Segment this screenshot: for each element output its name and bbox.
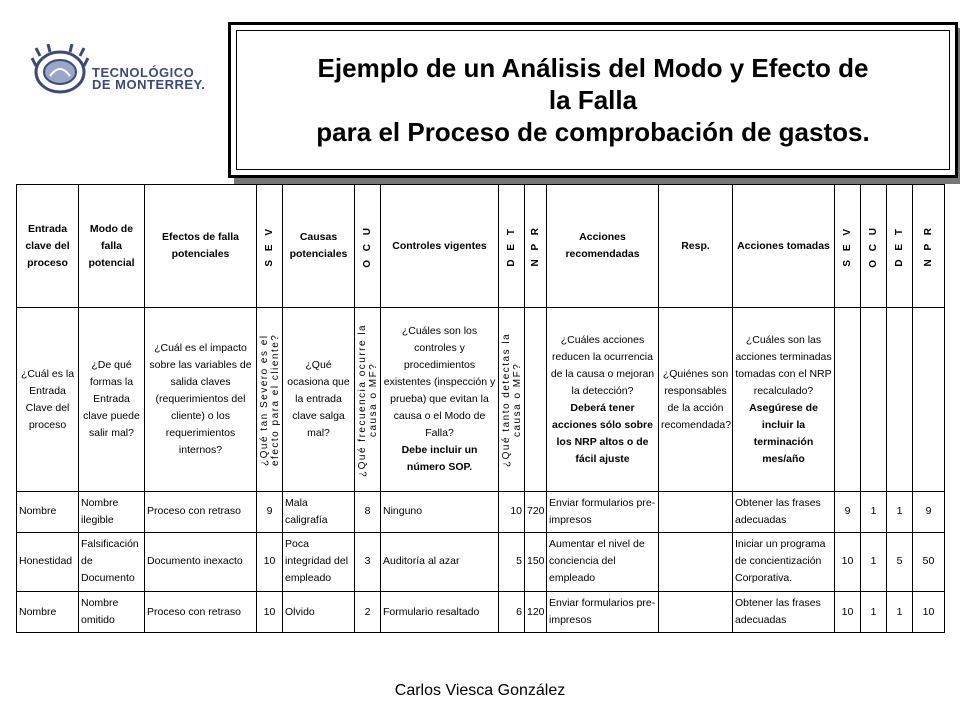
- row2-resp: [659, 532, 733, 591]
- header-det: [499, 185, 525, 308]
- guide-controles-bold: Debe incluir un número SOP.: [401, 444, 478, 473]
- guide-controles: [381, 308, 499, 492]
- header-sev2: [835, 185, 861, 308]
- row1-npr2: 9: [913, 492, 945, 533]
- row1-ocu2: 1: [861, 492, 887, 533]
- guide-sev-text: ¿Qué tan Severo es el efecto para el cliente?: [259, 333, 281, 466]
- row3-npr2: 10: [913, 592, 945, 633]
- row1-resp: [659, 492, 733, 533]
- row2-sev: 10: [257, 532, 283, 591]
- guide-controles-text: ¿Cuáles son los controles y procedimientos existentes (inspección y prueba) que evitan la causa o el Modo de Falla?: [383, 325, 496, 439]
- guide-det-text: ¿Qué tanto detectas la causa o MF?: [501, 332, 523, 467]
- row3-ocu: 2: [355, 592, 381, 633]
- row2-accion: Aumentar el nivel de conciencia del empleado: [547, 532, 659, 591]
- tec-seal-icon: [30, 44, 90, 100]
- table-row: [17, 532, 945, 591]
- header-npr2-label: N P R: [923, 225, 934, 267]
- header-det2-label: D E T: [894, 225, 905, 267]
- header-sev: [257, 185, 283, 308]
- title-line-3: para el Proceso de comprobación de gastos.: [316, 117, 870, 147]
- row3-npr: 120: [525, 592, 547, 633]
- guide-tomadas-bold: Asegúrese de incluir la terminación mes/año: [749, 401, 818, 465]
- row1-npr: 720: [525, 492, 547, 533]
- header-resp: Resp.: [659, 185, 733, 308]
- guide-acciones: [547, 308, 659, 492]
- guide-ocu2: [861, 308, 887, 492]
- guide-modo: ¿De qué formas la Entrada clave puede salir mal?: [79, 308, 145, 492]
- logo-line-1: TECNOLÓGICO: [92, 65, 195, 80]
- row3-resp: [659, 592, 733, 633]
- row3-efecto: Proceso con retraso: [145, 592, 257, 633]
- guide-tomadas: [733, 308, 835, 492]
- guide-tomadas-text: ¿Cuáles son las acciones terminadas tomadas con el NRP recalculado?: [735, 333, 832, 397]
- row2-npr: 150: [525, 532, 547, 591]
- row3-sev: 10: [257, 592, 283, 633]
- header-ocu2-label: O C U: [868, 224, 879, 268]
- row3-det: 6: [499, 592, 525, 633]
- guide-ocu: [355, 308, 381, 492]
- row2-causa: Poca integridad del empleado: [283, 532, 355, 591]
- row1-control: Ninguno: [381, 492, 499, 533]
- row1-sev2: 9: [835, 492, 861, 533]
- table-row: [17, 492, 945, 533]
- row3-accion: Enviar formularios pre-impresos: [547, 592, 659, 633]
- row2-efecto: Documento inexacto: [145, 532, 257, 591]
- guide-acciones-bold: Deberá tener acciones sólo sobre los NRP altos o de fácil ajuste: [552, 401, 653, 465]
- row2-modo: Falsificación de Documento: [79, 532, 145, 591]
- fmea-table: [16, 184, 945, 633]
- header-sev2-label: S E V: [842, 225, 853, 267]
- row1-sev: 9: [257, 492, 283, 533]
- guide-sev2: [835, 308, 861, 492]
- row1-efecto: Proceso con retraso: [145, 492, 257, 533]
- row1-det2: 1: [887, 492, 913, 533]
- logo-line-2: DE MONTERREY.: [92, 77, 206, 92]
- header-efectos: Efectos de falla potenciales: [145, 185, 257, 308]
- row1-det: 10: [499, 492, 525, 533]
- row1-tomada: Obtener las frases adecuadas: [733, 492, 835, 533]
- header-acciones: Acciones recomendadas: [547, 185, 659, 308]
- header-npr2: [913, 185, 945, 308]
- header-causas: Causas potenciales: [283, 185, 355, 308]
- slide-title: [236, 30, 950, 170]
- header-det2: [887, 185, 913, 308]
- row3-ocu2: 1: [861, 592, 887, 633]
- guide-det2: [887, 308, 913, 492]
- row1-entrada: Nombre: [17, 492, 79, 533]
- title-line-1: Ejemplo de un Análisis del Modo y Efecto de: [317, 53, 869, 83]
- footer-author: Carlos Viesca González: [394, 682, 566, 699]
- guide-row: [17, 308, 945, 492]
- header-ocu: [355, 185, 381, 308]
- row3-control: Formulario resaltado: [381, 592, 499, 633]
- tec-logo: [30, 44, 220, 100]
- header-npr-label: N P R: [530, 225, 541, 267]
- row1-accion: Enviar formularios pre-impresos: [547, 492, 659, 533]
- row2-tomada: Iniciar un programa de concientización Corporativa.: [733, 532, 835, 591]
- guide-resp: ¿Quiénes son responsables de la acción recomendada?: [659, 308, 733, 492]
- guide-sev: [257, 308, 283, 492]
- row3-causa: Olvido: [283, 592, 355, 633]
- guide-entrada: ¿Cuál es la Entrada Clave del proceso: [17, 308, 79, 492]
- row3-entrada: Nombre: [17, 592, 79, 633]
- row2-det2: 5: [887, 532, 913, 591]
- row2-ocu: 3: [355, 532, 381, 591]
- header-sev-label: S E V: [264, 225, 275, 267]
- guide-npr2: [913, 308, 945, 492]
- guide-efectos: ¿Cuál es el impacto sobre las variables de salida claves (requerimientos del cliente) o los requerimientos internos?: [145, 308, 257, 492]
- header-tomadas: Acciones tomadas: [733, 185, 835, 308]
- header-det-label: D E T: [506, 225, 517, 267]
- guide-npr: [525, 308, 547, 492]
- row3-sev2: 10: [835, 592, 861, 633]
- header-npr: [525, 185, 547, 308]
- row1-ocu: 8: [355, 492, 381, 533]
- header-modo: Modo de falla potencial: [79, 185, 145, 308]
- header-entrada: Entrada clave del proceso: [17, 185, 79, 308]
- row3-tomada: Obtener las frases adecuadas: [733, 592, 835, 633]
- title-line-2: la Falla: [548, 85, 638, 115]
- row2-control: Auditoría al azar: [381, 532, 499, 591]
- guide-ocu-text: ¿Qué frecuencia ocurre la causa o MF?: [357, 322, 379, 477]
- guide-causas: ¿Qué ocasiona que la entrada clave salga mal?: [283, 308, 355, 492]
- guide-acciones-text: ¿Cuáles acciones reducen la ocurrencia de la causa o mejoran la detección?: [550, 333, 655, 397]
- guide-det: [499, 308, 525, 492]
- header-row: [17, 185, 945, 308]
- row1-causa: Mala caligrafía: [283, 492, 355, 533]
- row2-entrada: Honestidad: [17, 532, 79, 591]
- header-ocu2: [861, 185, 887, 308]
- row2-det: 5: [499, 532, 525, 591]
- table-row: [17, 592, 945, 633]
- row3-det2: 1: [887, 592, 913, 633]
- header-ocu-label: O C U: [362, 224, 373, 268]
- row1-modo: Nombre ilegible: [79, 492, 145, 533]
- title-box: [228, 22, 958, 178]
- row3-modo: Nombre omitido: [79, 592, 145, 633]
- row2-npr2: 50: [913, 532, 945, 591]
- row2-sev2: 10: [835, 532, 861, 591]
- header-controles: Controles vigentes: [381, 185, 499, 308]
- row2-ocu2: 1: [861, 532, 887, 591]
